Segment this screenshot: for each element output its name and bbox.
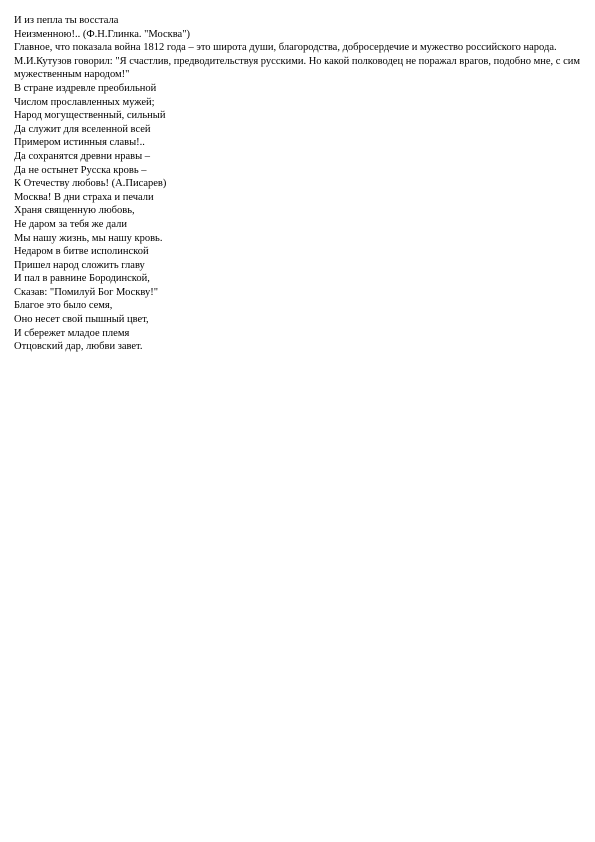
document-body <box>14 14 580 354</box>
poem-line: Да служит для вселенной всей <box>14 123 151 135</box>
poem-line: Мы нашу жизнь, мы нашу кровь. <box>14 232 163 244</box>
text-line: И из пепла ты восстала <box>14 15 119 26</box>
poem-line: Благое это было семя, <box>14 300 113 312</box>
poem-line: К Отечеству любовь! (А.Писарев) <box>14 178 167 190</box>
poem-line: Сказав: "Помилуй Бог Москву!" <box>14 286 159 298</box>
poem-line: Москва! В дни страха и печали <box>14 191 154 203</box>
poem-line: В стране издревле преобильной <box>14 82 157 94</box>
poem-line: Храня священную любовь, <box>14 205 135 217</box>
poem-line: И пал в равнине Бородинской, <box>14 273 150 285</box>
poem-line: Да не остынет Русска кровь – <box>14 164 147 176</box>
poem-line: Оно несет свой пышный цвет, <box>14 314 149 326</box>
poem-line: Народ могущественный, сильный <box>14 110 166 122</box>
poem-line: Не даром за тебя же дали <box>14 218 128 230</box>
poem-line: Да сохранятся древни нравы – <box>14 150 151 162</box>
poem-line: Примером истинныя славы!.. <box>14 137 145 149</box>
text-line: Неизменною!.. (Ф.Н.Глинка. "Москва") <box>14 28 191 40</box>
text-paragraph: Главное, что показала война 1812 года – это широта души, благородства, добросердечие и мужество российского народа. М.И.Кутузов говорил: "Я счастлив, предводительствуя русскими. Но какой полководец не поражал врагов, подобно мне, с сим мужественным народом!" <box>14 42 581 81</box>
poem-line: Числом прославленных мужей; <box>14 96 155 108</box>
poem-line: Пришел народ сложить главу <box>14 259 145 271</box>
poem-line: Отцовский дар, любви завет. <box>14 341 143 353</box>
poem-line: И сбережет младое племя <box>14 327 130 339</box>
poem-line: Недаром в битве исполинской <box>14 246 149 258</box>
